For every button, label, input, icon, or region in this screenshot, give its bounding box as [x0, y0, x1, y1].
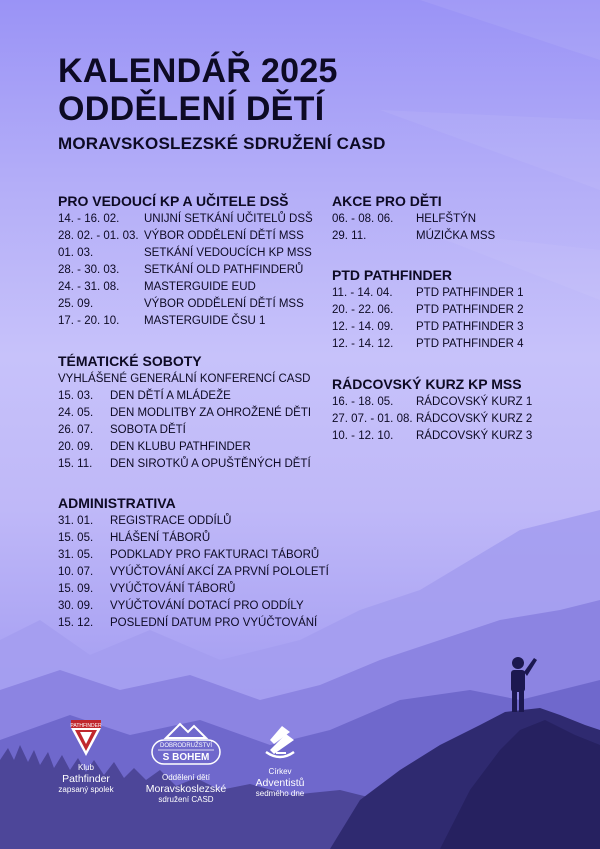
section-title: TÉMATICKÉ SOBOTY [58, 353, 202, 369]
event-date: 29. 11. [332, 230, 367, 242]
event-date: 20. - 22. 06. [332, 304, 394, 316]
event-name: DEN DĚTÍ A MLÁDEŽE [110, 390, 231, 402]
list-item [58, 581, 329, 598]
adventist-line2: Adventistů [255, 777, 305, 789]
event-date: 17. - 20. 10. [58, 315, 120, 327]
title-line-1: KALENDÁŘ 2025 [58, 52, 338, 90]
adventist-line3: sedmého dne [255, 789, 305, 798]
list-item [332, 394, 532, 411]
sbohem-line3: sdružení CASD [158, 795, 214, 804]
list-item [58, 296, 313, 313]
list-item [58, 279, 313, 296]
list-item [58, 228, 313, 245]
section-kids [332, 192, 495, 245]
event-date: 15. 11. [58, 458, 93, 470]
event-name: VYÚČTOVÁNÍ TÁBORŮ [110, 583, 236, 595]
event-date: 15. 12. [58, 617, 94, 629]
event-date: 10. - 12. 10. [332, 430, 394, 442]
pathfinder-line2: Pathfinder [62, 773, 110, 785]
list-item [332, 302, 524, 319]
event-date: 24. - 31. 08. [58, 281, 120, 293]
section-admin [58, 494, 329, 632]
event-date: 15. 09. [58, 583, 94, 595]
event-name: DEN SIROTKŮ A OPUŠTĚNÝCH DĚTÍ [110, 458, 311, 470]
event-date: 30. 09. [58, 600, 94, 612]
event-name: RÁDCOVSKÝ KURZ 3 [416, 430, 533, 442]
sbohem-badge-main: S BOHEM [162, 752, 210, 763]
event-date: 16. - 18. 05. [332, 396, 394, 408]
section-title: AKCE PRO DĚTI [332, 193, 442, 209]
title-line-2: ODDĚLENÍ DĚTÍ [58, 90, 325, 128]
event-date: 26. 07. [58, 424, 94, 436]
event-name: PTD PATHFINDER 2 [416, 304, 524, 316]
event-name: VÝBOR ODDĚLENÍ DĚTÍ MSS [144, 298, 304, 310]
event-name: MASTERGUIDE ČSU 1 [144, 315, 266, 327]
event-name: DEN KLUBU PATHFINDER [110, 441, 251, 453]
section-note: VYHLÁŠENÉ GENERÁLNÍ KONFERENCÍ CASD [58, 373, 311, 385]
list-item [58, 211, 313, 228]
event-date: 28. 02. - 01. 03. [58, 230, 139, 242]
event-date: 12. - 14. 12. [332, 338, 394, 350]
event-name: VYÚČTOVÁNÍ DOTACÍ PRO ODDÍLY [110, 600, 304, 612]
event-name: SETKÁNÍ OLD PATHFINDERŮ [144, 264, 304, 276]
event-name: REGISTRACE ODDÍLŮ [110, 515, 232, 527]
section-title: PRO VEDOUCÍ KP A UČITELE DSŠ [58, 193, 289, 209]
list-item [58, 313, 313, 330]
sbohem-logo [136, 720, 236, 805]
sbohem-badge-top: DOBRODRUŽSTVÍ [159, 743, 212, 749]
event-name: RÁDCOVSKÝ KURZ 1 [416, 396, 533, 408]
list-item [58, 245, 313, 262]
event-date: 10. 07. [58, 566, 94, 578]
list-item [58, 547, 329, 564]
list-item [58, 388, 311, 405]
event-name: DEN MODLITBY ZA OHROŽENÉ DĚTI [110, 407, 312, 419]
section-title: RÁDCOVSKÝ KURZ KP MSS [332, 376, 522, 392]
list-item [58, 530, 329, 547]
list-item [58, 456, 311, 473]
adventist-logo [248, 722, 312, 799]
event-date: 24. 05. [58, 407, 94, 419]
list-item [332, 411, 532, 428]
adventist-line1: Církev [268, 767, 292, 776]
list-item [58, 405, 311, 422]
event-name: UNIJNÍ SETKÁNÍ UČITELŮ DSŠ [144, 213, 313, 225]
section-title: ADMINISTRATIVA [58, 495, 176, 511]
list-item [332, 228, 495, 245]
list-item [58, 564, 329, 581]
page-title [58, 52, 338, 128]
event-date: 20. 09. [58, 441, 94, 453]
list-item [58, 615, 329, 632]
page-subtitle: MORAVSKOSLEZSKÉ SDRUŽENÍ CASD [58, 134, 386, 153]
event-date: 11. - 14. 04. [332, 287, 393, 299]
event-date: 12. - 14. 09. [332, 321, 394, 333]
event-name: PTD PATHFINDER 4 [416, 338, 524, 350]
event-name: PTD PATHFINDER 1 [416, 287, 524, 299]
event-name: MÚZIČKA MSS [416, 230, 496, 242]
list-item [58, 422, 311, 439]
section-radio-course [332, 375, 532, 445]
section-title: PTD PATHFINDER [332, 267, 453, 283]
section-ptd [332, 266, 524, 353]
section-thematic [58, 352, 311, 473]
pathfinder-badge-text: PATHFINDER [70, 723, 102, 729]
event-date: 25. 09. [58, 298, 94, 310]
list-item [332, 211, 495, 228]
list-item [58, 262, 313, 279]
event-name: VÝBOR ODDĚLENÍ DĚTÍ MSS [144, 230, 304, 242]
sbohem-line1: Oddělení dětí [161, 773, 211, 782]
event-date: 28. - 30. 03. [58, 264, 120, 276]
event-date: 15. 03. [58, 390, 94, 402]
event-date: 06. - 08. 06. [332, 213, 394, 225]
sbohem-line2: Moravskoslezské [145, 783, 227, 795]
list-item [58, 439, 311, 456]
event-name: HELFŠTÝN [416, 213, 477, 225]
list-item [332, 428, 532, 445]
event-date: 31. 01. [58, 515, 94, 527]
event-name: SETKÁNÍ VEDOUCÍCH KP MSS [144, 247, 312, 259]
event-name: PTD PATHFINDER 3 [416, 321, 524, 333]
event-date: 31. 05. [58, 549, 94, 561]
adventist-flame-icon [260, 722, 300, 764]
event-date: 27. 07. - 01. 08. [332, 413, 413, 425]
event-date: 15. 05. [58, 532, 94, 544]
pathfinder-line1: Klub [77, 763, 94, 772]
event-date: 01. 03. [58, 247, 94, 259]
event-name: SOBOTA DĚTÍ [110, 424, 186, 436]
event-name: HLÁŠENÍ TÁBORŮ [110, 532, 211, 544]
event-name: MASTERGUIDE EUD [144, 281, 256, 293]
list-item [332, 336, 524, 353]
pathfinder-logo [50, 718, 122, 795]
pathfinder-line3: zapsaný spolek [58, 785, 114, 794]
event-name: PODKLADY PRO FAKTURACI TÁBORŮ [110, 549, 320, 561]
list-item [58, 513, 329, 530]
list-item [332, 319, 524, 336]
event-date: 14. - 16. 02. [58, 213, 120, 225]
event-name: RÁDCOVSKÝ KURZ 2 [416, 413, 533, 425]
list-item [58, 598, 329, 615]
event-name: POSLEDNÍ DATUM PRO VYÚČTOVÁNÍ [110, 617, 318, 629]
list-item [332, 285, 524, 302]
section-leaders [58, 192, 313, 330]
event-name: VYÚČTOVÁNÍ AKCÍ ZA PRVNÍ POLOLETÍ [110, 566, 329, 578]
